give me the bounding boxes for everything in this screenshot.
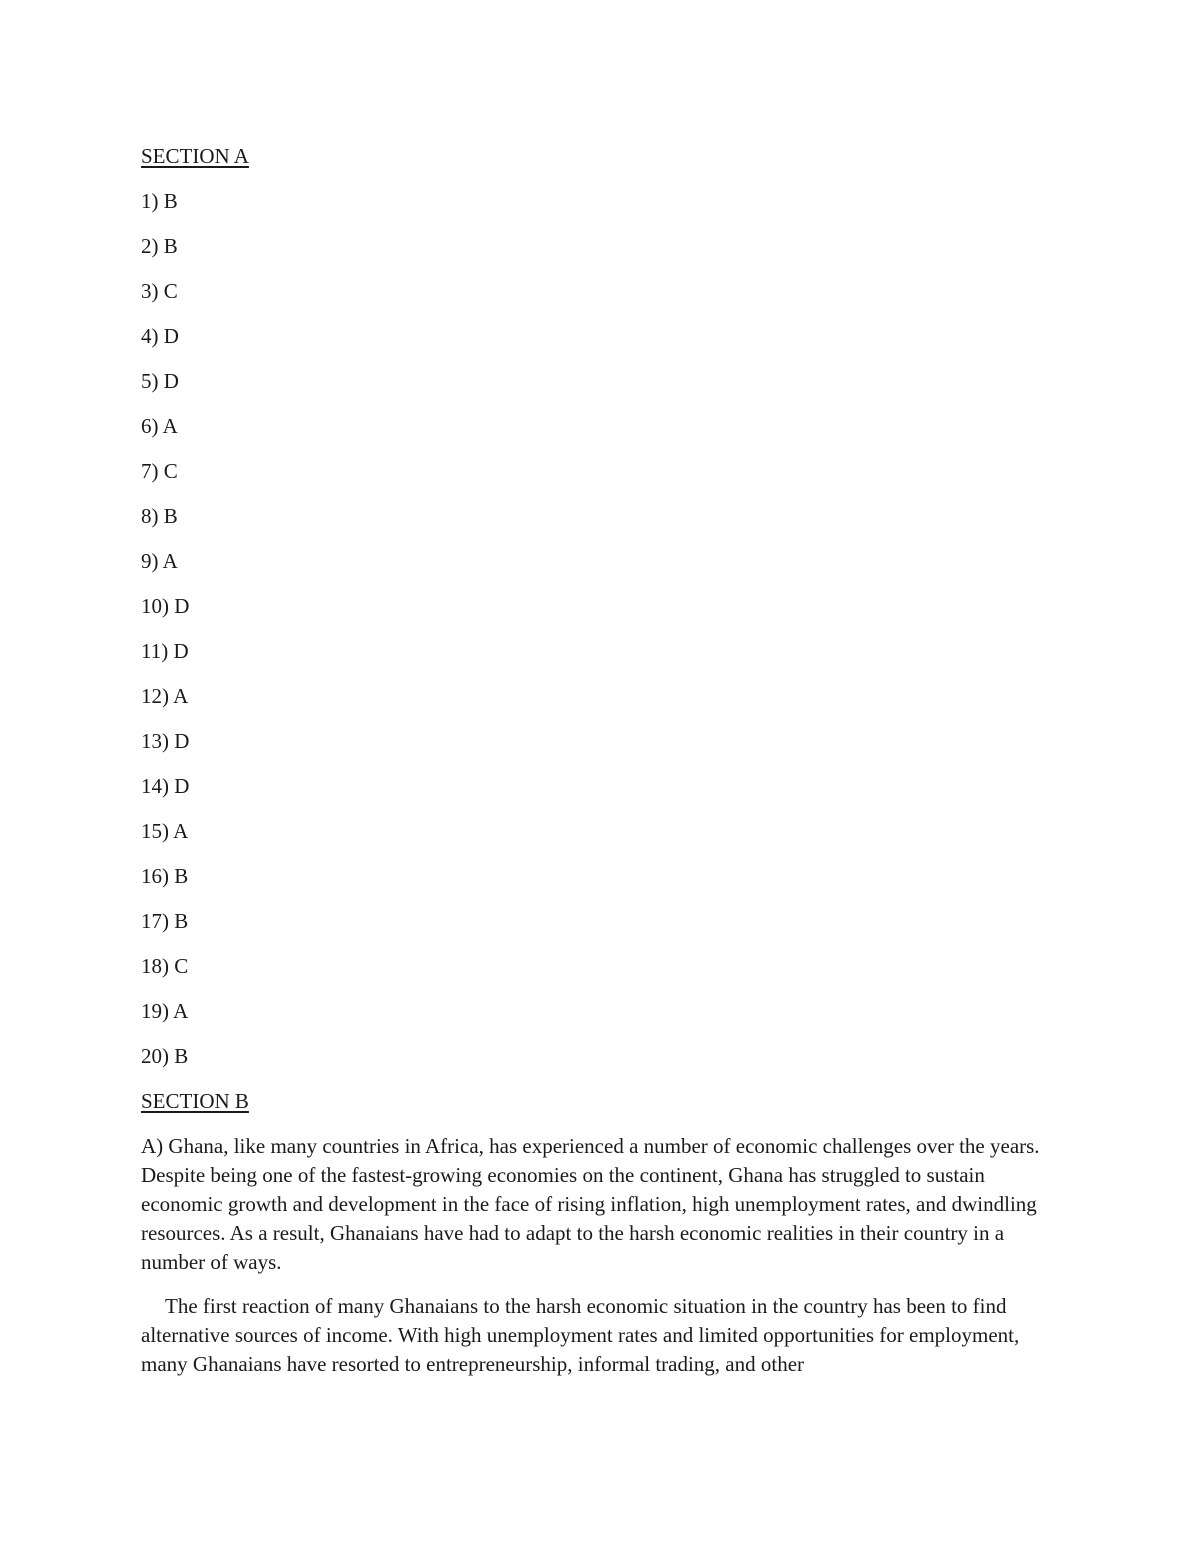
answer-item: 6) A	[141, 414, 178, 438]
answer-item: 4) D	[141, 324, 179, 348]
answer-item: 20) B	[141, 1044, 189, 1068]
answer-item: 15) A	[141, 819, 189, 843]
answer-item: 5) D	[141, 369, 179, 393]
answer-item: 8) B	[141, 504, 178, 528]
section-a-heading: SECTION A	[141, 144, 249, 168]
answer-item: 12) A	[141, 684, 189, 708]
answer-item: 18) C	[141, 954, 189, 978]
paragraph: A) Ghana, like many countries in Africa, has experienced a number of economic challenges over the years. Despite being one of the fastest-growing economies on the continent, Ghana has struggled to sustain economic growth and development in the face of rising inflation, high unemployment rates, and dwindling resources. As a result, Ghanaians have had to adapt to the harsh economic realities in their country in a number of ways.	[141, 1134, 1040, 1274]
answer-item: 11) D	[141, 639, 189, 663]
answer-item: 13) D	[141, 729, 190, 753]
answer-item: 14) D	[141, 774, 190, 798]
section-b-heading: SECTION B	[141, 1089, 249, 1113]
answer-item: 9) A	[141, 549, 178, 573]
answer-item: 1) B	[141, 189, 178, 213]
paragraph: The first reaction of many Ghanaians to the harsh economic situation in the country has been to find alternative sources of income. With high unemployment rates and limited opportunities for employment, many Ghanaians have resorted to entrepreneurship, informal trading, and other	[141, 1294, 1020, 1376]
answer-item: 19) A	[141, 999, 189, 1023]
answer-item: 3) C	[141, 279, 178, 303]
answer-item: 2) B	[141, 234, 178, 258]
answer-item: 16) B	[141, 864, 189, 888]
answer-list	[141, 187, 1061, 1071]
document-body	[141, 142, 1061, 1379]
answer-item: 7) C	[141, 459, 178, 483]
answer-item: 17) B	[141, 909, 189, 933]
answer-item: 10) D	[141, 594, 190, 618]
